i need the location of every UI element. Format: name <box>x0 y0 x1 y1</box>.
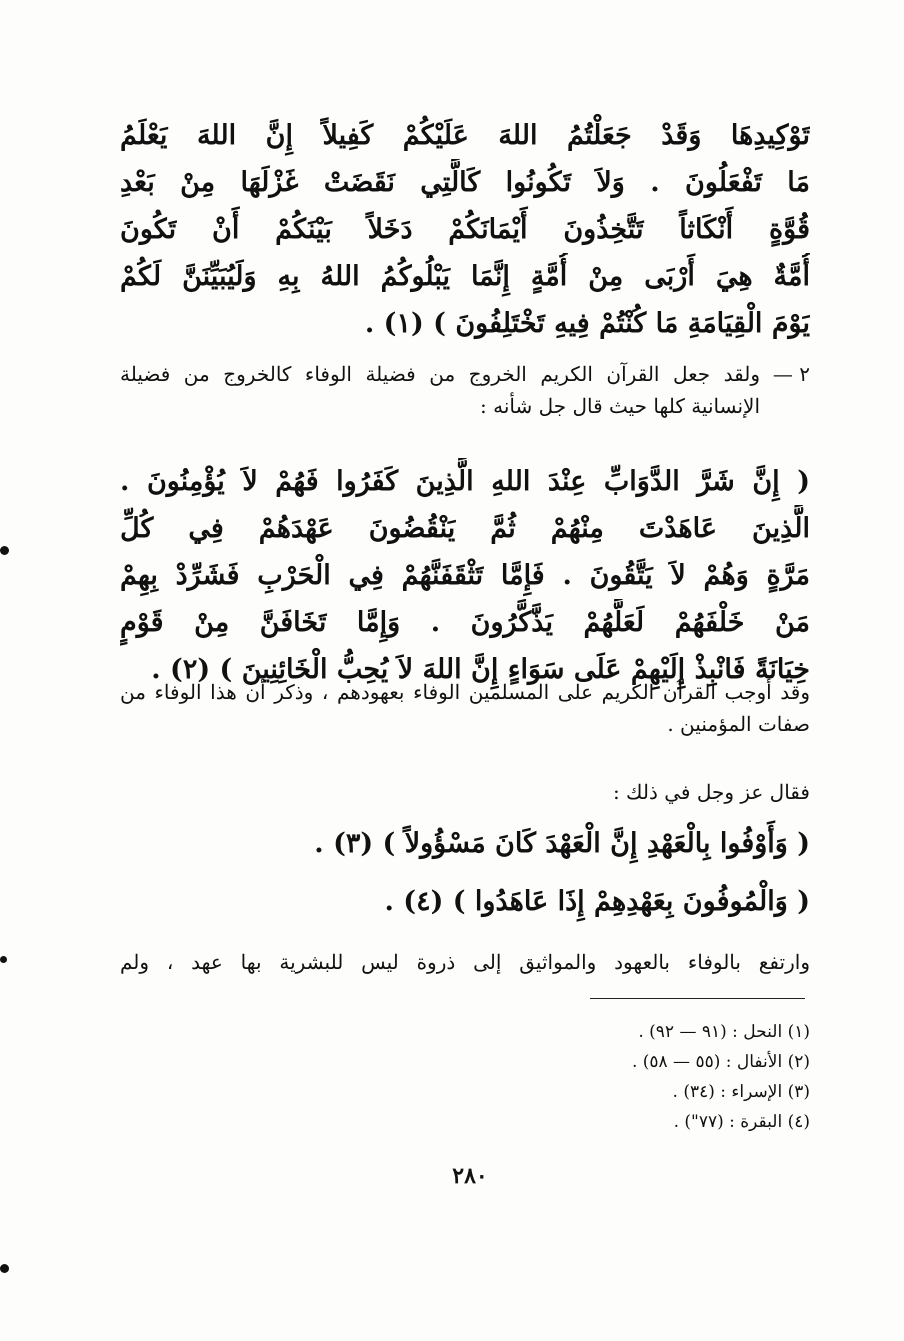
footnote-divider <box>590 998 805 999</box>
verse-line: مَا تَفْعَلُونَ . وَلاَ تَكُونُوا كَالَّتِي نَقَضَتْ غَزْلَهَا مِنْ بَعْدِ <box>120 167 810 198</box>
verse-line: قُوَّةٍ أَنْكَاثاً تَتَّخِذُونَ أَيْمَانَكُمْ دَخَلاً بَيْنَكُمْ أَنْ تَكُونَ <box>120 214 810 245</box>
scan-speck <box>0 546 9 555</box>
page-number: ٢٨٠ <box>452 1163 488 1189</box>
verse-line: الَّذِينَ عَاهَدْتَ مِنْهُمْ ثُمَّ يَنْقُضُونَ عَهْدَهُمْ فِي كُلِّ <box>120 513 810 544</box>
footnote: (٣) الإسراء : (٣٤) . <box>672 1082 810 1102</box>
verse-line: أُمَّةٌ هِيَ أَرْبَى مِنْ أُمَّةٍ إِنَّمَا يَبْلُوكُمُ اللهُ بِهِ وَلَيُبَيِّنَنَّ لَكُمْ <box>120 261 810 292</box>
said-line: فقال عز وجل في ذلك : <box>612 780 810 804</box>
footnote: (٢) الأنفال : (٥٥ — ٥٨) . <box>631 1052 810 1072</box>
continuation-line: وارتفع بالوفاء بالعهود والمواثيق إلى ذروة ليس للبشرية بها عهد ، ولم <box>120 950 810 974</box>
verse-block-2 <box>120 458 810 693</box>
item-number: ٢ — <box>772 362 810 386</box>
footnote: (٤) البقرة : (٧٧") . <box>673 1112 810 1132</box>
scan-speck <box>0 1264 9 1273</box>
verse-line: ( إِنَّ شَرَّ الدَّوَابِّ عِنْدَ اللهِ الَّذِينَ كَفَرُوا فَهُمْ لاَ يُؤْمِنُونَ . <box>120 466 810 497</box>
paragraph-after: وقد أوجب القرآن الكريم على المسلمين الوفاء بعهودهم ، وذكر أن هذا الوفاء من صفات المؤمنين . <box>120 680 810 736</box>
list-item-2 <box>120 358 810 422</box>
verse-line: مَرَّةٍ وَهُمْ لاَ يَتَّقُونَ . فَإِمَّا تَثْقَفَنَّهُمْ فِي الْحَرْبِ فَشَرِّدْ بِهِمْ <box>120 560 810 591</box>
verse-block-1 <box>120 112 810 347</box>
footnote: (١) النحل : (٩١ — ٩٢) . <box>638 1022 810 1042</box>
verse-line: تَوْكِيدِهَا وَقَدْ جَعَلْتُمُ اللهَ عَلَيْكُمْ كَفِيلاً إِنَّ اللهَ يَعْلَمُ <box>120 120 810 151</box>
item-text: ولقد جعل القرآن الكريم الخروج من فضيلة الوفاء كالخروج من فضيلة الإنسانية كلها حيث قال جل شأنه : <box>120 362 760 418</box>
verse-single-1: ( وَأَوْفُوا بِالْعَهْدِ إِنَّ الْعَهْدَ كَانَ مَسْؤُولاً ) (٣) . <box>314 828 810 859</box>
verse-line: يَوْمَ الْقِيَامَةِ مَا كُنْتُمْ فِيهِ تَخْتَلِفُونَ ) (١) . <box>364 308 810 339</box>
scan-speck <box>0 956 7 963</box>
verse-single-2: ( وَالْمُوفُونَ بِعَهْدِهِمْ إِذَا عَاهَدُوا ) (٤) . <box>384 886 810 917</box>
verse-line: مَنْ خَلْفَهُمْ لَعَلَّهُمْ يَذَّكَّرُونَ . وَإِمَّا تَخَافَنَّ مِنْ قَوْمٍ <box>120 607 810 638</box>
verse-line: خِيَانَةً فَانْبِذْ إِلَيْهِمْ عَلَى سَوَاءٍ إِنَّ اللهَ لاَ يُحِبُّ الْخَائِنِينَ ) (٢) . <box>151 654 810 685</box>
